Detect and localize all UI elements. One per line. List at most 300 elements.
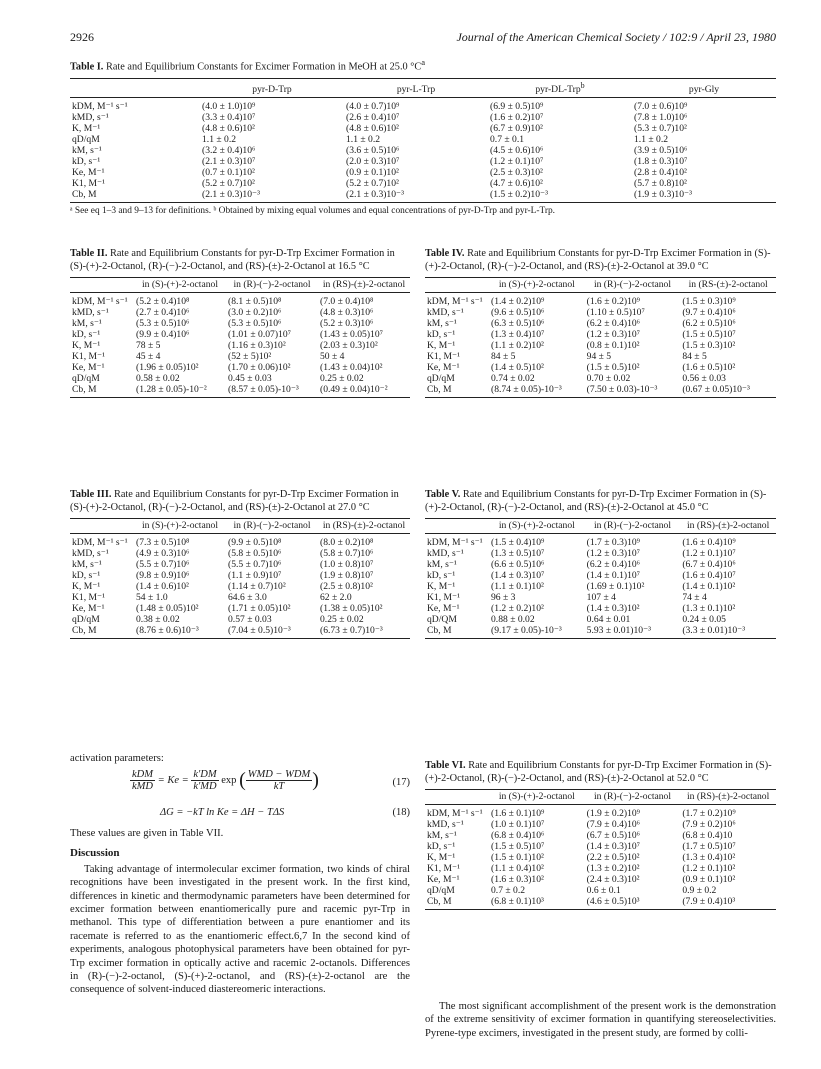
table-cell: (3.3 ± 0.01)10⁻³	[680, 625, 776, 639]
table-cell: (1.5 ± 0.3)10⁹	[682, 296, 736, 307]
table-cell: (3.6 ± 0.5)10⁶	[346, 145, 400, 157]
row-parameter-label: Cb, M	[425, 896, 489, 910]
table-cell: (1.2 ± 0.3)10⁷	[586, 548, 641, 559]
column-header: pyr-D-Trp	[200, 78, 344, 97]
table-cell: (7.0 ± 0.4)10⁸	[320, 296, 374, 307]
row-parameter-label: kMD, s⁻¹	[427, 548, 464, 559]
row-parameter-label: kD, s⁻¹	[427, 329, 456, 340]
table-row	[70, 293, 410, 308]
table-cell: 50 ± 4	[320, 351, 345, 362]
table-cell: 0.56 ± 0.03	[682, 373, 726, 384]
table-cell: (6.8 ± 0.4)10⁶	[491, 830, 545, 841]
equations-after: These values are given in Table VII.	[70, 828, 224, 840]
row-parameter-label: qD/QM	[427, 614, 457, 625]
data-table	[70, 78, 776, 203]
table-row	[425, 874, 776, 885]
table-row	[425, 863, 776, 874]
row-parameter-label: kDM, M⁻¹ s⁻¹	[72, 296, 128, 307]
row-parameter-label: K, M⁻¹	[72, 581, 101, 592]
journal-citation: Journal of the American Chemical Society / 102:9 / April 23, 1980	[456, 30, 776, 44]
table-cell: (1.4 ± 0.1)10⁷	[586, 570, 641, 581]
table-cell: (1.4 ± 0.3)10⁷	[491, 570, 545, 581]
table-row	[425, 885, 776, 896]
table-cell: (5.3 ± 0.5)10⁶	[228, 318, 282, 329]
table-row	[70, 307, 410, 318]
body-paragraph: The most significant accomplishment of the present work is the demonstration of the extreme sensitivity of excimer formation in quantifying stereoselectivities. Pyrene-type excimers, investigated in the present study, are formed by colli-	[425, 1001, 776, 1039]
table-row	[70, 134, 776, 145]
table-cell: (5.5 ± 0.7)10⁶	[136, 559, 190, 570]
row-parameter-label: kDM, M⁻¹ s⁻¹	[72, 101, 128, 113]
row-parameter-label: qD/qM	[72, 373, 100, 384]
table-caption	[70, 248, 410, 273]
data-table	[425, 789, 776, 910]
row-parameter-label: Ke, M⁻¹	[72, 167, 105, 179]
column-header: in (R)-(−)-2-octanol	[226, 278, 318, 293]
table-caption	[70, 489, 410, 514]
row-parameter-label: Ke, M⁻¹	[427, 362, 460, 373]
data-table	[70, 518, 410, 639]
table-caption	[425, 248, 776, 273]
table-cell: 5.93 ± 0.01)10⁻³	[585, 625, 681, 639]
numerator: kDM	[132, 769, 153, 781]
table-cell: (1.4 ± 0.3)10²	[586, 603, 640, 614]
table-cell: (2.1 ± 0.3)10⁻³	[200, 189, 344, 203]
table-row	[70, 614, 410, 625]
table-cell: (1.6 ± 0.4)10⁷	[682, 570, 736, 581]
table-cell: (0.8 ± 0.1)10²	[586, 340, 640, 351]
table-cell: (1.1 ± 0.2)10²	[491, 340, 544, 351]
equation-17-body	[130, 769, 319, 792]
denominator: kT	[273, 781, 285, 793]
row-parameter-label: Cb, M	[425, 625, 489, 639]
table-cell: (1.01 ± 0.07)10⁷	[228, 329, 291, 340]
table-cell: (1.3 ± 0.4)10²	[682, 852, 736, 863]
table-cell: 0.74 ± 0.02	[491, 373, 535, 384]
table-cell: (6.9 ± 0.5)10⁹	[490, 101, 544, 113]
row-parameter-label: K1, M⁻¹	[72, 351, 105, 362]
table-cell: 0.25 ± 0.02	[320, 614, 364, 625]
table-cell: (7.9 ± 0.4)10⁶	[586, 819, 641, 830]
table-cell: (1.4 ± 0.2)10⁹	[491, 296, 545, 307]
table-cell: (1.28 ± 0.05)-10⁻²	[134, 384, 226, 398]
table-row	[425, 340, 776, 351]
table-row	[70, 98, 776, 113]
table-1	[70, 56, 776, 217]
table-cell: (0.49 ± 0.04)10⁻²	[318, 384, 410, 398]
table-cell: (7.8 ± 1.0)10⁶	[634, 112, 688, 124]
table-row	[70, 340, 410, 351]
column-header-blank	[70, 519, 134, 534]
table-row	[425, 362, 776, 373]
table-row	[425, 805, 776, 820]
table-cell: (2.8 ± 0.4)10²	[634, 167, 687, 179]
row-parameter-label: Ke, M⁻¹	[72, 603, 105, 614]
table-cell: (1.48 ± 0.05)10²	[136, 603, 199, 614]
table-row	[70, 570, 410, 581]
table-cell: (1.6 ± 0.5)10²	[682, 362, 736, 373]
table-title: Rate and Equilibrium Constants for Excimer Formation in MeOH at 25.0 °C	[105, 61, 422, 73]
table-cell: (6.2 ± 0.4)10⁶	[586, 318, 641, 329]
table-cell: (1.5 ± 0.2)10⁻³	[488, 189, 632, 203]
column-header: in (RS)-(±)-2-octanol	[318, 519, 410, 534]
row-parameter-label: kDM, M⁻¹ s⁻¹	[427, 296, 483, 307]
table-cell: (7.0 ± 0.6)10⁹	[634, 101, 688, 113]
exp-function: exp	[221, 775, 237, 787]
table-row	[70, 123, 776, 134]
column-header: in (S)-(+)-2-octanol	[134, 519, 226, 534]
table-caption	[425, 489, 776, 514]
row-parameter-label: Ke, M⁻¹	[72, 362, 105, 373]
paren-open: (	[239, 769, 246, 792]
table-cell: 1.1 ± 0.2	[634, 134, 669, 146]
row-parameter-label: Cb, M	[70, 384, 134, 398]
table-cell: 45 ± 4	[136, 351, 161, 362]
table-cell: (1.1 ± 0.4)10²	[491, 863, 544, 874]
table-cell: 0.45 ± 0.03	[228, 373, 272, 384]
table-cell: 0.58 ± 0.02	[136, 373, 180, 384]
table-6	[425, 760, 776, 910]
column-header: in (S)-(+)-2-octanol	[134, 278, 226, 293]
table-cell: (1.5 ± 0.5)10²	[586, 362, 640, 373]
table-cell: 0.7 ± 0.1	[490, 134, 525, 146]
row-parameter-label: qD/qM	[427, 885, 455, 896]
table-row	[70, 373, 410, 384]
row-parameter-label: K1, M⁻¹	[427, 592, 460, 603]
table-cell: (4.9 ± 0.3)10⁶	[136, 548, 190, 559]
table-cell: (1.69 ± 0.1)10²	[586, 581, 645, 592]
table-cell: (2.4 ± 0.3)10²	[586, 874, 640, 885]
table-cell: (1.4 ± 0.5)10²	[491, 362, 544, 373]
row-parameter-label: kD, s⁻¹	[427, 841, 456, 852]
row-parameter-label: kMD, s⁻¹	[427, 819, 464, 830]
table-cell: (5.2 ± 0.4)10⁸	[136, 296, 190, 307]
row-parameter-label: K1, M⁻¹	[72, 178, 105, 190]
table-row	[425, 559, 776, 570]
table-cell: (1.0 ± 0.8)10⁷	[320, 559, 374, 570]
table-row	[425, 852, 776, 863]
row-parameter-label: kM, s⁻¹	[427, 318, 457, 329]
table-cell: 0.70 ± 0.02	[586, 373, 631, 384]
table-cell: (52 ± 5)10²	[228, 351, 272, 362]
table-row	[425, 534, 776, 549]
table-cell: (2.5 ± 0.8)10²	[320, 581, 373, 592]
table-cell: (2.03 ± 0.3)10²	[320, 340, 378, 351]
table-cell: (1.38 ± 0.05)10²	[320, 603, 383, 614]
row-parameter-label: K1, M⁻¹	[427, 863, 460, 874]
data-table	[70, 277, 410, 398]
table-cell: 74 ± 4	[682, 592, 707, 603]
right-column-text	[425, 1000, 776, 1040]
footnote-marker: b	[580, 80, 585, 90]
table-cell: 107 ± 4	[586, 592, 616, 603]
table-cell: (3.3 ± 0.4)10⁷	[202, 112, 256, 124]
table-row	[425, 614, 776, 625]
row-parameter-label: Cb, M	[70, 625, 134, 639]
table-row	[70, 156, 776, 167]
table-cell: (1.43 ± 0.05)10⁷	[320, 329, 383, 340]
table-cell: (6.2 ± 0.4)10⁶	[586, 559, 641, 570]
table-cell: (1.5 ± 0.5)10⁷	[682, 329, 736, 340]
row-parameter-label: kM, s⁻¹	[72, 145, 102, 157]
table-cell: (1.9 ± 0.8)10⁷	[320, 570, 374, 581]
column-header: in (R)-(−)-2-octanol	[585, 790, 681, 805]
table-label: Table VI.	[425, 760, 466, 771]
table-row	[425, 570, 776, 581]
table-cell: (6.73 ± 0.7)10⁻³	[318, 625, 410, 639]
table-cell: 94 ± 5	[586, 351, 612, 362]
table-row	[70, 112, 776, 123]
table-cell: (1.4 ± 0.6)10²	[136, 581, 189, 592]
row-parameter-label: K1, M⁻¹	[72, 592, 105, 603]
table-cell: (1.6 ± 0.2)10⁹	[586, 296, 641, 307]
table-row	[425, 625, 776, 639]
table-cell: (6.8 ± 0.1)10³	[489, 896, 585, 910]
table-cell: (1.43 ± 0.04)10²	[320, 362, 383, 373]
table-cell: (2.7 ± 0.4)10⁶	[136, 307, 190, 318]
column-header: in (S)-(+)-2-octanol	[489, 790, 585, 805]
table-row	[425, 581, 776, 592]
table-caption	[425, 760, 776, 785]
table-cell: 0.7 ± 0.2	[491, 885, 526, 896]
row-parameter-label: kM, s⁻¹	[427, 830, 457, 841]
equations-section	[70, 752, 410, 997]
table-row	[70, 329, 410, 340]
table-row	[70, 167, 776, 178]
table-cell: (1.70 ± 0.06)10²	[228, 362, 291, 373]
table-cell: (4.7 ± 0.6)10²	[490, 178, 543, 190]
equation-18-body: ΔG = −kT ln Ke = ΔH − TΔS	[160, 807, 285, 819]
table-cell: (1.9 ± 0.3)10⁻³	[632, 189, 776, 203]
table-title: Rate and Equilibrium Constants for pyr-D-Trp Excimer Formation in (S)-(+)-2-Octanol, (R)-(−)-2-Octanol, and (RS)-(±)-2-Octanol at 52.0 °C	[425, 760, 772, 784]
table-row	[425, 329, 776, 340]
column-header: pyr-L-Trp	[344, 78, 488, 97]
table-title: Rate and Equilibrium Constants for pyr-D-Trp Excimer Formation in (S)-(+)-2-Octanol, (R)-(−)-2-Octanol, and (RS)-(±)-2-Octanol at 45.0 °C	[425, 489, 767, 513]
table-row	[70, 559, 410, 570]
equations-intro: activation parameters:	[70, 753, 164, 764]
row-parameter-label: kM, s⁻¹	[72, 559, 102, 570]
row-parameter-label: kMD, s⁻¹	[72, 307, 109, 318]
column-header-blank	[425, 790, 489, 805]
table-row	[70, 384, 410, 398]
row-parameter-label: kMD, s⁻¹	[427, 307, 464, 318]
table-cell: (1.0 ± 0.1)10⁷	[491, 819, 545, 830]
table-cell: 0.6 ± 0.1	[586, 885, 621, 896]
table-row	[70, 145, 776, 156]
row-parameter-label: kD, s⁻¹	[72, 329, 101, 340]
table-cell: (4.6 ± 0.5)10³	[585, 896, 681, 910]
table-row	[425, 318, 776, 329]
table-cell: (0.9 ± 0.1)10²	[682, 874, 736, 885]
table-row	[425, 351, 776, 362]
equation-number: (17)	[392, 777, 410, 789]
table-cell: (1.7 ± 0.2)10⁹	[682, 808, 736, 819]
table-cell: 62 ± 2.0	[320, 592, 352, 603]
table-title: Rate and Equilibrium Constants for pyr-D-Trp Excimer Formation in (S)-(+)-2-Octanol, (R)-(−)-2-Octanol, and (RS)-(±)-2-Octanol at 39.0 °C	[425, 248, 771, 272]
table-cell: (1.5 ± 0.4)10⁹	[491, 537, 545, 548]
table-cell: (1.16 ± 0.3)10²	[228, 340, 286, 351]
row-parameter-label: kM, s⁻¹	[427, 559, 457, 570]
table-cell: (6.7 ± 0.9)10²	[490, 123, 543, 135]
table-cell: 0.38 ± 0.02	[136, 614, 180, 625]
table-cell: (9.9 ± 0.5)10⁸	[228, 537, 282, 548]
table-cell: (1.7 ± 0.3)10⁹	[586, 537, 641, 548]
table-cell: (1.2 ± 0.1)10⁷	[682, 548, 736, 559]
column-header-blank	[425, 519, 489, 534]
table-row	[425, 896, 776, 910]
table-cell: (8.0 ± 0.2)10⁸	[320, 537, 374, 548]
table-cell: (5.3 ± 0.5)10⁶	[136, 318, 190, 329]
table-2	[70, 248, 410, 398]
row-parameter-label: qD/qM	[72, 134, 100, 146]
table-3	[70, 489, 410, 639]
table-footnote: ᵃ See eq 1–3 and 9–13 for definitions. ᵇ Obtained by mixing equal volumes and equal concentrations of pyr-D-Trp and pyr-L-Trp.	[70, 206, 556, 217]
table-cell: (2.5 ± 0.3)10²	[490, 167, 543, 179]
column-header-text: pyr-DL-Trp	[535, 84, 581, 96]
fraction	[246, 769, 313, 792]
numerator: k′DM	[193, 769, 217, 781]
table-cell: 84 ± 5	[491, 351, 516, 362]
column-header: in (RS)-(±)-2-octanol	[318, 278, 410, 293]
column-header: in (RS-(±)-2-octanol	[680, 278, 776, 293]
column-header: in (RS)-(±)-2-octanol	[680, 790, 776, 805]
table-cell: 1.1 ± 0.2	[346, 134, 381, 146]
table-cell: (7.9 ± 0.4)10³	[680, 896, 776, 910]
table-cell: (6.6 ± 0.5)10⁶	[491, 559, 545, 570]
equation-18	[70, 805, 410, 825]
table-cell: (1.2 ± 0.1)10⁷	[490, 156, 544, 168]
table-row	[70, 581, 410, 592]
equation-number: (18)	[392, 807, 410, 819]
table-cell: (1.1 ± 0.9)10⁷	[228, 570, 282, 581]
column-header: in (S)-(+)-2-octanol	[489, 278, 585, 293]
table-cell: (1.1 ± 0.1)10²	[491, 581, 544, 592]
table-row	[425, 548, 776, 559]
table-row	[425, 841, 776, 852]
row-parameter-label: kD, s⁻¹	[72, 156, 101, 168]
table-cell: (5.2 ± 0.7)10²	[202, 178, 255, 190]
table-row	[425, 830, 776, 841]
table-row	[70, 534, 410, 549]
table-cell: (5.2 ± 0.3)10⁶	[320, 318, 374, 329]
table-row	[425, 293, 776, 308]
column-header: in (RS)-(±)-2-octanol	[680, 519, 776, 534]
table-cell: (5.8 ± 0.5)10⁶	[228, 548, 282, 559]
table-row	[425, 819, 776, 830]
denominator: kMD	[132, 781, 153, 793]
row-parameter-label: qD/qM	[72, 614, 100, 625]
column-header: in (R)-(−)-2-octanol	[585, 278, 681, 293]
table-cell: (9.8 ± 0.9)10⁶	[136, 570, 190, 581]
table-row	[425, 592, 776, 603]
table-row	[70, 351, 410, 362]
column-header-blank	[70, 78, 200, 97]
table-cell: (3.2 ± 0.4)10⁶	[202, 145, 256, 157]
table-row	[70, 592, 410, 603]
table-label: Table IV.	[425, 248, 465, 259]
table-cell: (1.10 ± 0.5)10⁷	[586, 307, 645, 318]
table-cell: (8.57 ± 0.05)-10⁻³	[226, 384, 318, 398]
footnote-marker: a	[421, 57, 426, 67]
table-cell: (3.9 ± 0.5)10⁶	[634, 145, 688, 157]
column-header: in (R)-(−)-2-octanol	[585, 519, 681, 534]
table-row	[70, 318, 410, 329]
table-cell: (6.3 ± 0.5)10⁶	[491, 318, 545, 329]
table-cell: (0.67 ± 0.05)10⁻³	[680, 384, 776, 398]
table-cell: (4.5 ± 0.6)10⁶	[490, 145, 544, 157]
table-cell: (1.3 ± 0.5)10⁷	[491, 548, 545, 559]
table-cell: (7.04 ± 0.5)10⁻³	[226, 625, 318, 639]
row-parameter-label: K, M⁻¹	[72, 340, 101, 351]
table-cell: 0.24 ± 0.05	[682, 614, 726, 625]
table-cell: (2.6 ± 0.4)10⁷	[346, 112, 400, 124]
table-cell: (1.8 ± 0.3)10⁷	[634, 156, 688, 168]
table-cell: 84 ± 5	[682, 351, 707, 362]
fraction	[130, 769, 155, 792]
table-cell: (4.8 ± 0.6)10²	[346, 123, 399, 135]
table-cell: (0.9 ± 0.1)10²	[346, 167, 399, 179]
table-cell: (2.0 ± 0.3)10⁷	[346, 156, 400, 168]
table-cell: (4.0 ± 1.0)10⁹	[202, 101, 256, 113]
table-row	[425, 384, 776, 398]
table-cell: (1.9 ± 0.2)10⁹	[586, 808, 641, 819]
column-header: in (R)-(−)-2-octanol	[226, 519, 318, 534]
table-row	[70, 548, 410, 559]
table-cell: (2.1 ± 0.3)10⁷	[202, 156, 256, 168]
table-cell: (1.5 ± 0.3)10²	[682, 340, 736, 351]
table-cell: (1.4 ± 0.3)10⁷	[586, 841, 641, 852]
table-row	[425, 373, 776, 384]
row-parameter-label: kDM, M⁻¹ s⁻¹	[427, 808, 483, 819]
table-cell: (5.2 ± 0.7)10²	[346, 178, 399, 190]
column-header-blank	[70, 278, 134, 293]
discussion-paragraph: Taking advantage of intermolecular excimer formation, two kinds of chiral recognitions have been investigated in the present work. In the first kind, differences in kinetic and thermodynamic parameters have been determined for excimer formation between enantiomerically pure and racemic pyr-Trp in methanol. This type of differentiation between a pure enantiomer and its racemate is referred to as the enantiomeric effect.6,7 In the second kind of experiments, analogous photophysical parameters have been obtained for pyr-Trp excimer formation in optically active and racemic 2-octanols. Differences in (R)-(−)-2-octanol, (S)-(+)-2-octanol, and (RS)-(±)-2-octanol are the consequence of solvent-induced diastereomeric interactions.	[70, 863, 410, 996]
table-cell: (1.71 ± 0.05)10²	[228, 603, 291, 614]
table-cell: (7.50 ± 0.03)-10⁻³	[585, 384, 681, 398]
table-cell: (1.6 ± 0.4)10⁹	[682, 537, 736, 548]
table-cell: (1.6 ± 0.2)10⁷	[490, 112, 544, 124]
row-parameter-label: kDM, M⁻¹ s⁻¹	[72, 537, 128, 548]
row-parameter-label: kMD, s⁻¹	[72, 112, 109, 124]
table-cell: (6.8 ± 0.4)10	[682, 830, 733, 841]
table-cell: (2.1 ± 0.3)10⁻³	[344, 189, 488, 203]
table-cell: (1.3 ± 0.4)10⁷	[491, 329, 545, 340]
table-cell: (1.2 ± 0.3)10⁷	[586, 329, 641, 340]
row-parameter-label: Cb, M	[70, 189, 200, 203]
table-cell: (1.2 ± 0.1)10²	[682, 863, 736, 874]
table-cell: (9.17 ± 0.05)-10⁻³	[489, 625, 585, 639]
table-cell: (1.14 ± 0.7)10²	[228, 581, 286, 592]
row-parameter-label: Cb, M	[425, 384, 489, 398]
row-parameter-label: kM, s⁻¹	[72, 318, 102, 329]
table-label: Table I.	[70, 61, 104, 73]
table-title: Rate and Equilibrium Constants for pyr-D-Trp Excimer Formation in (S)-(+)-2-Octanol, (R)-(−)-2-Octanol, and (RS)-(±)-2-Octanol at 16.5 °C	[70, 248, 395, 272]
table-cell: 0.64 ± 0.01	[586, 614, 631, 625]
table-cell: (1.4 ± 0.1)10²	[682, 581, 736, 592]
table-cell: (4.8 ± 0.3)10⁶	[320, 307, 374, 318]
row-parameter-label: kD, s⁻¹	[72, 570, 101, 581]
row-parameter-label: K, M⁻¹	[427, 340, 456, 351]
table-cell: (5.3 ± 0.7)10²	[634, 123, 687, 135]
table-label: Table III.	[70, 489, 112, 500]
table-cell: (1.5 ± 0.5)10⁷	[491, 841, 545, 852]
page-header	[70, 30, 776, 46]
table-label: Table V.	[425, 489, 461, 500]
table-row	[425, 603, 776, 614]
table-cell: 0.57 ± 0.03	[228, 614, 272, 625]
table-cell: 1.1 ± 0.2	[202, 134, 237, 146]
table-cell: (9.6 ± 0.5)10⁶	[491, 307, 545, 318]
table-row	[70, 178, 776, 189]
